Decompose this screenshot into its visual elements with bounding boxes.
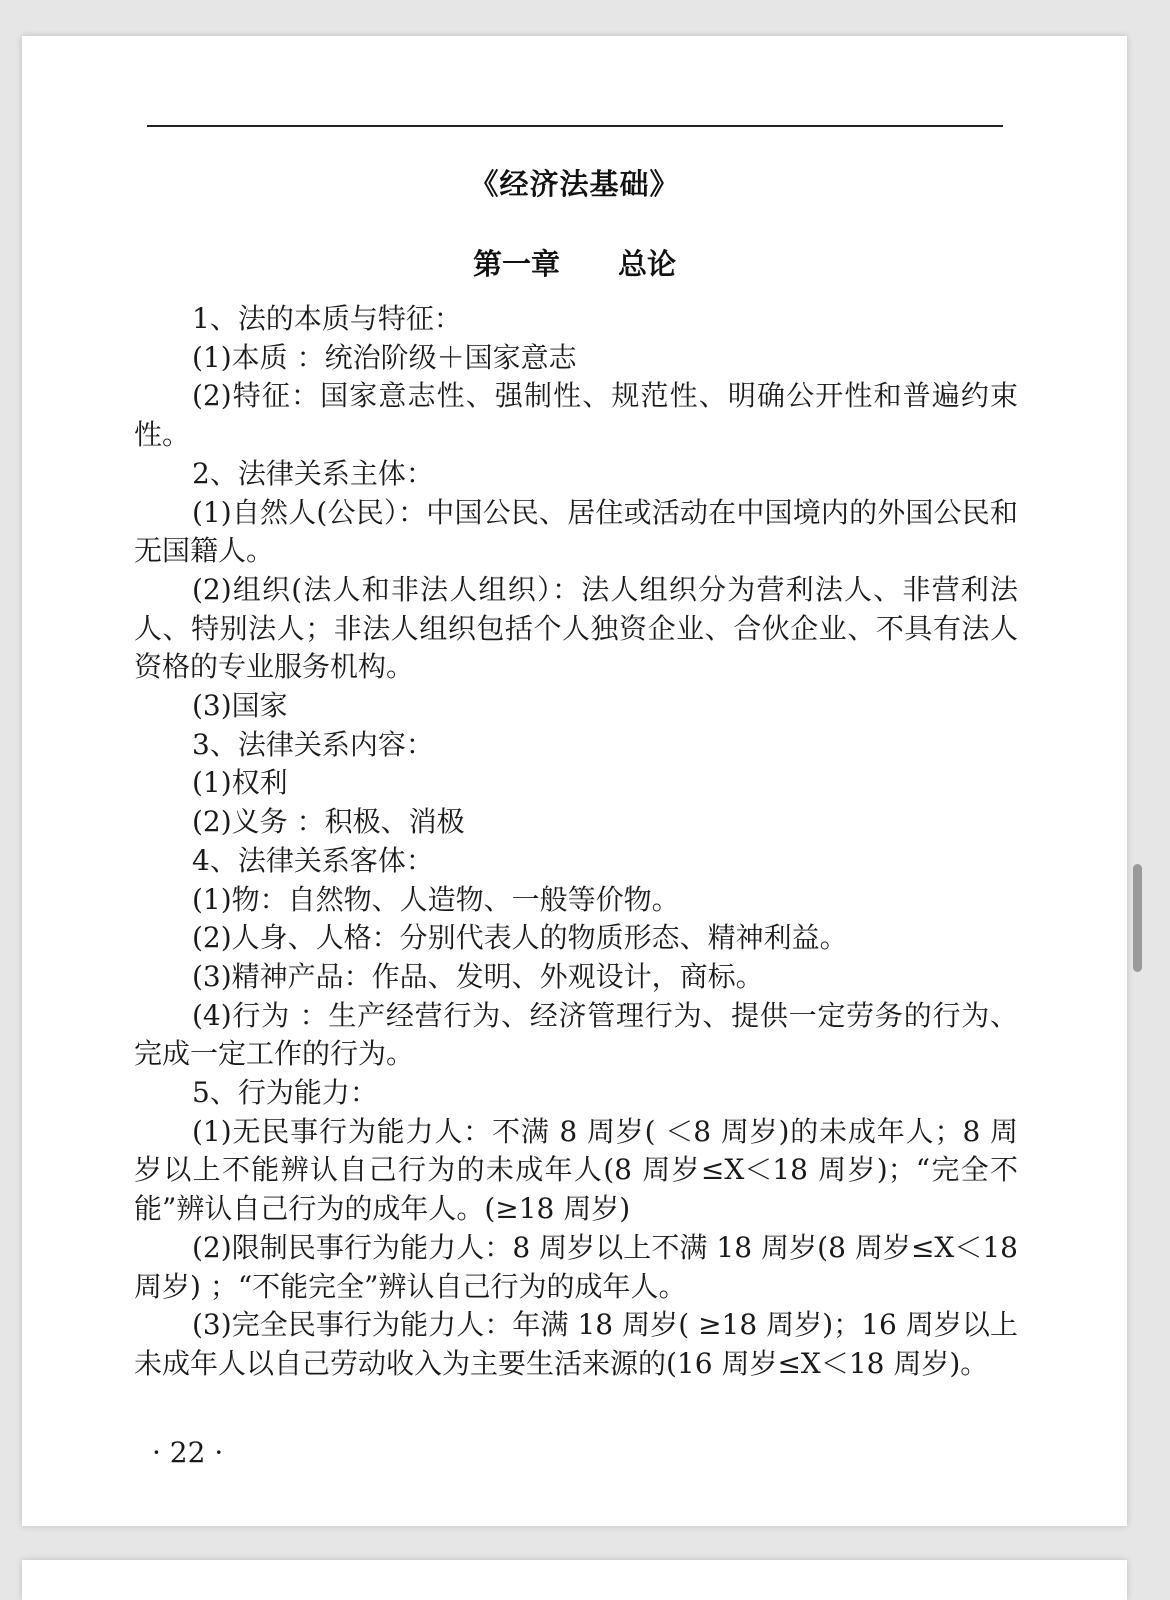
paragraph: 4、法律关系客体： <box>192 843 434 877</box>
paragraph: (1)物：自然物、人造物、一般等价物。 <box>192 882 680 916</box>
paragraph: (2)限制民事行为能力人：8 周岁以上不满 18 周岁(8 周岁≤X＜18 周岁) ；“不能完全”辨认自己行为的成年人。 <box>134 1230 1018 1303</box>
paragraph: 2、法律关系主体： <box>192 456 434 490</box>
paragraph: (2)组织(法人和非法人组织）：法人组织分为营利法人、非营利法人、特别法人；非法人组织包括个人独资企业、合伙企业、不具有法人资格的专业服务机构。 <box>134 572 1018 684</box>
vertical-scrollbar-thumb[interactable] <box>1133 864 1142 972</box>
paragraph: (1)自然人(公民）：中国公民、居住或活动在中国境内的外国公民和无国籍人。 <box>134 495 1018 568</box>
page-number: · 22 · <box>152 1436 224 1469</box>
paragraph: (1)无民事行为能力人：不满 8 周岁( ＜8 周岁)的未成年人；8 周岁以上不能辨认自己行为的未成年人(8 周岁≤X＜18 周岁)；“完全不能”辨认自己行为的成年人。(≥18 周岁) <box>134 1114 1018 1226</box>
paragraph: (1)权利 <box>192 766 288 800</box>
next-page-edge <box>22 1560 1127 1600</box>
page-body <box>134 300 1018 1384</box>
book-title: 《经济法基础》 <box>469 167 680 201</box>
paragraph: (1)本质 ：统治阶级＋国家意志 <box>192 340 577 374</box>
paragraph: (2)人身、人格：分别代表人的物质形态、精神利益。 <box>192 921 848 955</box>
paragraph: 3、法律关系内容： <box>192 727 434 761</box>
paragraph: (2)义务 ：积极、消极 <box>192 805 465 839</box>
paragraph: 1、法的本质与特征： <box>192 302 462 335</box>
paragraph: (3)国家 <box>192 689 288 723</box>
document-page <box>22 36 1127 1526</box>
paragraph: (3)完全民事行为能力人：年满 18 周岁( ≥18 周岁)；16 周岁以上未成年人以自己劳动收入为主要生活来源的(16 周岁≤X＜18 周岁)。 <box>134 1308 1018 1380</box>
chapter-title: 第一章 总论 <box>472 247 676 281</box>
paragraph: (2)特征：国家意志性、强制性、规范性、明确公开性和普遍约束性。 <box>134 379 1018 452</box>
paragraph: (4)行为 ：生产经营行为、经济管理行为、提供一定劳务的行为、完成一定工作的行为。 <box>134 998 1018 1071</box>
paragraph: 5、行为能力： <box>192 1076 378 1110</box>
header-rule <box>147 125 1003 127</box>
paragraph: (3)精神产品：作品、发明、外观设计，商标。 <box>192 959 764 993</box>
